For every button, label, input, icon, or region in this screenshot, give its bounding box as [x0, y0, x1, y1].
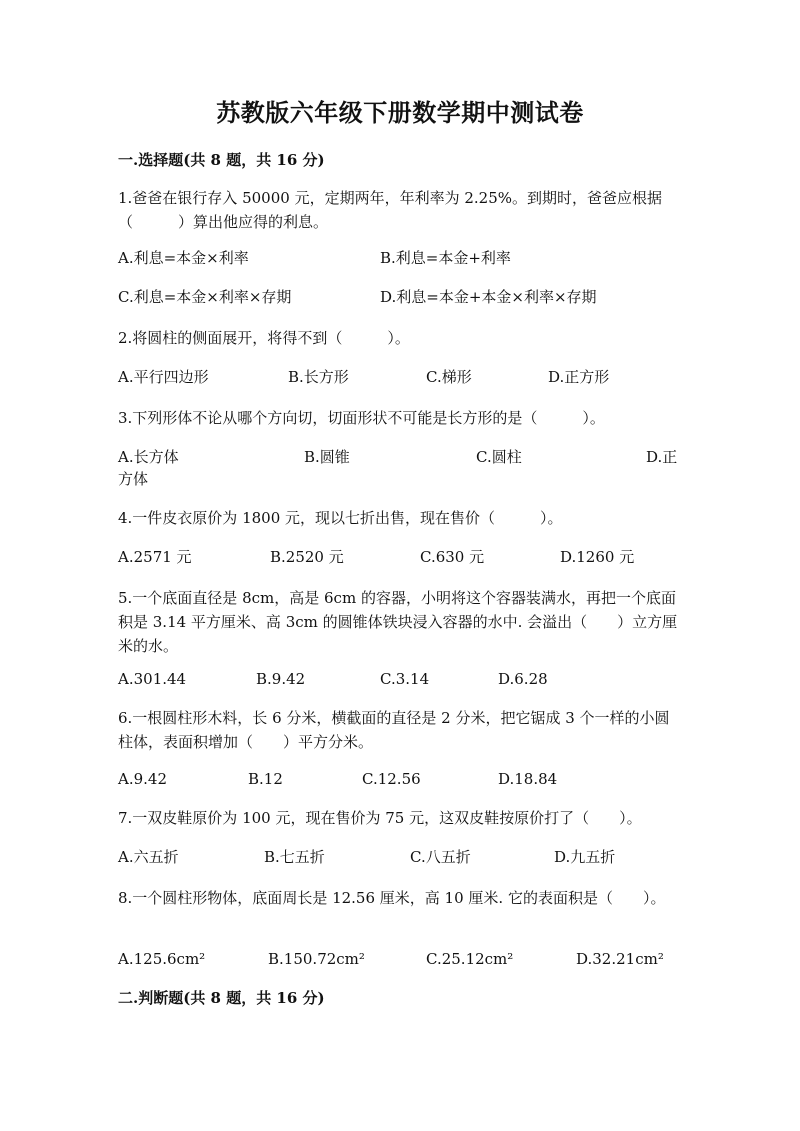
question-4-text: 4.一件皮衣原价为 1800 元，现以七折出售，现在售价（ ）。 [118, 509, 563, 527]
question-8-options [118, 948, 684, 970]
question-6-option-a[interactable]: A.9.42 [118, 770, 167, 788]
question-2-option-b[interactable]: B.长方形 [288, 368, 349, 386]
question-1-text: 1.爸爸在银行存入 50000 元，定期两年，年利率为 2.25%。到期时，爸爸应根据（ ）算出他应得的利息。 [118, 189, 662, 231]
question-1-option-b[interactable]: B.利息=本金+利率 [380, 249, 511, 267]
question-6-text: 6.一根圆柱形木料，长 6 分米，横截面的直径是 2 分米，把它锯成 3 个一样的小圆柱体，表面积增加（ ）平方分米。 [118, 709, 670, 751]
question-6-option-d[interactable]: D.18.84 [498, 770, 558, 788]
question-5-option-b[interactable]: B.9.42 [256, 670, 306, 688]
question-6-option-c[interactable]: C.12.56 [362, 770, 421, 788]
question-3-option-a[interactable]: A.长方体 [118, 448, 179, 466]
question-2-options [118, 366, 684, 388]
question-1-options [118, 247, 684, 269]
question-5-option-a[interactable]: A.301.44 [118, 670, 187, 688]
question-4-option-c[interactable]: C.630 元 [420, 548, 485, 566]
question-7-option-a[interactable]: A.六五折 [118, 848, 179, 866]
section-title-choice: 一.选择题(共 8 题，共 16 分) [118, 151, 325, 169]
question-5-option-c[interactable]: C.3.14 [380, 670, 430, 688]
question-3-options [118, 446, 684, 468]
question-3-option-b[interactable]: B.圆锥 [304, 448, 350, 466]
question-3-option-d[interactable]: D.正 [646, 448, 678, 466]
question-3-option-d-continued: 方体 [118, 470, 149, 488]
question-3-text: 3.下列形体不论从哪个方向切，切面形状不可能是长方形的是（ ）。 [118, 409, 605, 427]
question-8-option-b[interactable]: B.150.72cm² [268, 950, 365, 968]
question-8-option-a[interactable]: A.125.6cm² [118, 950, 206, 968]
question-7-option-b[interactable]: B.七五折 [264, 848, 325, 866]
question-4-option-a[interactable]: A.2571 元 [118, 548, 192, 566]
question-1-option-a[interactable]: A.利息=本金×利率 [118, 249, 249, 267]
question-4-option-b[interactable]: B.2520 元 [270, 548, 344, 566]
question-1-option-c[interactable]: C.利息=本金×利率×存期 [118, 288, 292, 306]
question-6-options [118, 768, 684, 790]
question-7-option-d[interactable]: D.九五折 [554, 848, 616, 866]
question-5-option-d[interactable]: D.6.28 [498, 670, 548, 688]
question-1-option-d[interactable]: D.利息=本金+本金×利率×存期 [380, 288, 597, 306]
question-2-option-c[interactable]: C.梯形 [426, 368, 472, 386]
question-8-option-c[interactable]: C.25.12cm² [426, 950, 514, 968]
question-8-text: 8.一个圆柱形物体，底面周长是 12.56 厘米，高 10 厘米. 它的表面积是（ ）。 [118, 889, 666, 907]
question-5-text: 5.一个底面直径是 8cm，高是 6cm 的容器，小明将这个容器装满水，再把一个底面积是 3.14 平方厘米、高 3cm 的圆锥体铁块浸入容器的水中. 会溢出（ ）立方厘米的水。 [118, 589, 678, 655]
page-title: 苏教版六年级下册数学期中测试卷 [216, 98, 584, 127]
question-4-options [118, 546, 684, 568]
question-6-option-b[interactable]: B.12 [248, 770, 283, 788]
section-title-judgement: 二.判断题(共 8 题，共 16 分) [118, 989, 325, 1007]
question-7-option-c[interactable]: C.八五折 [410, 848, 471, 866]
question-7-text: 7.一双皮鞋原价为 100 元，现在售价为 75 元，这双皮鞋按原价打了（ ）。 [118, 809, 642, 827]
question-1-options-row2 [118, 286, 684, 308]
question-3-option-c[interactable]: C.圆柱 [476, 448, 522, 466]
question-5-options [118, 668, 684, 690]
question-7-options [118, 846, 684, 868]
question-2-text: 2.将圆柱的侧面展开，将得不到（ ）。 [118, 329, 410, 347]
question-2-option-a[interactable]: A.平行四边形 [118, 368, 209, 386]
question-4-option-d[interactable]: D.1260 元 [560, 548, 635, 566]
question-2-option-d[interactable]: D.正方形 [548, 368, 610, 386]
question-8-option-d[interactable]: D.32.21cm² [576, 950, 664, 968]
